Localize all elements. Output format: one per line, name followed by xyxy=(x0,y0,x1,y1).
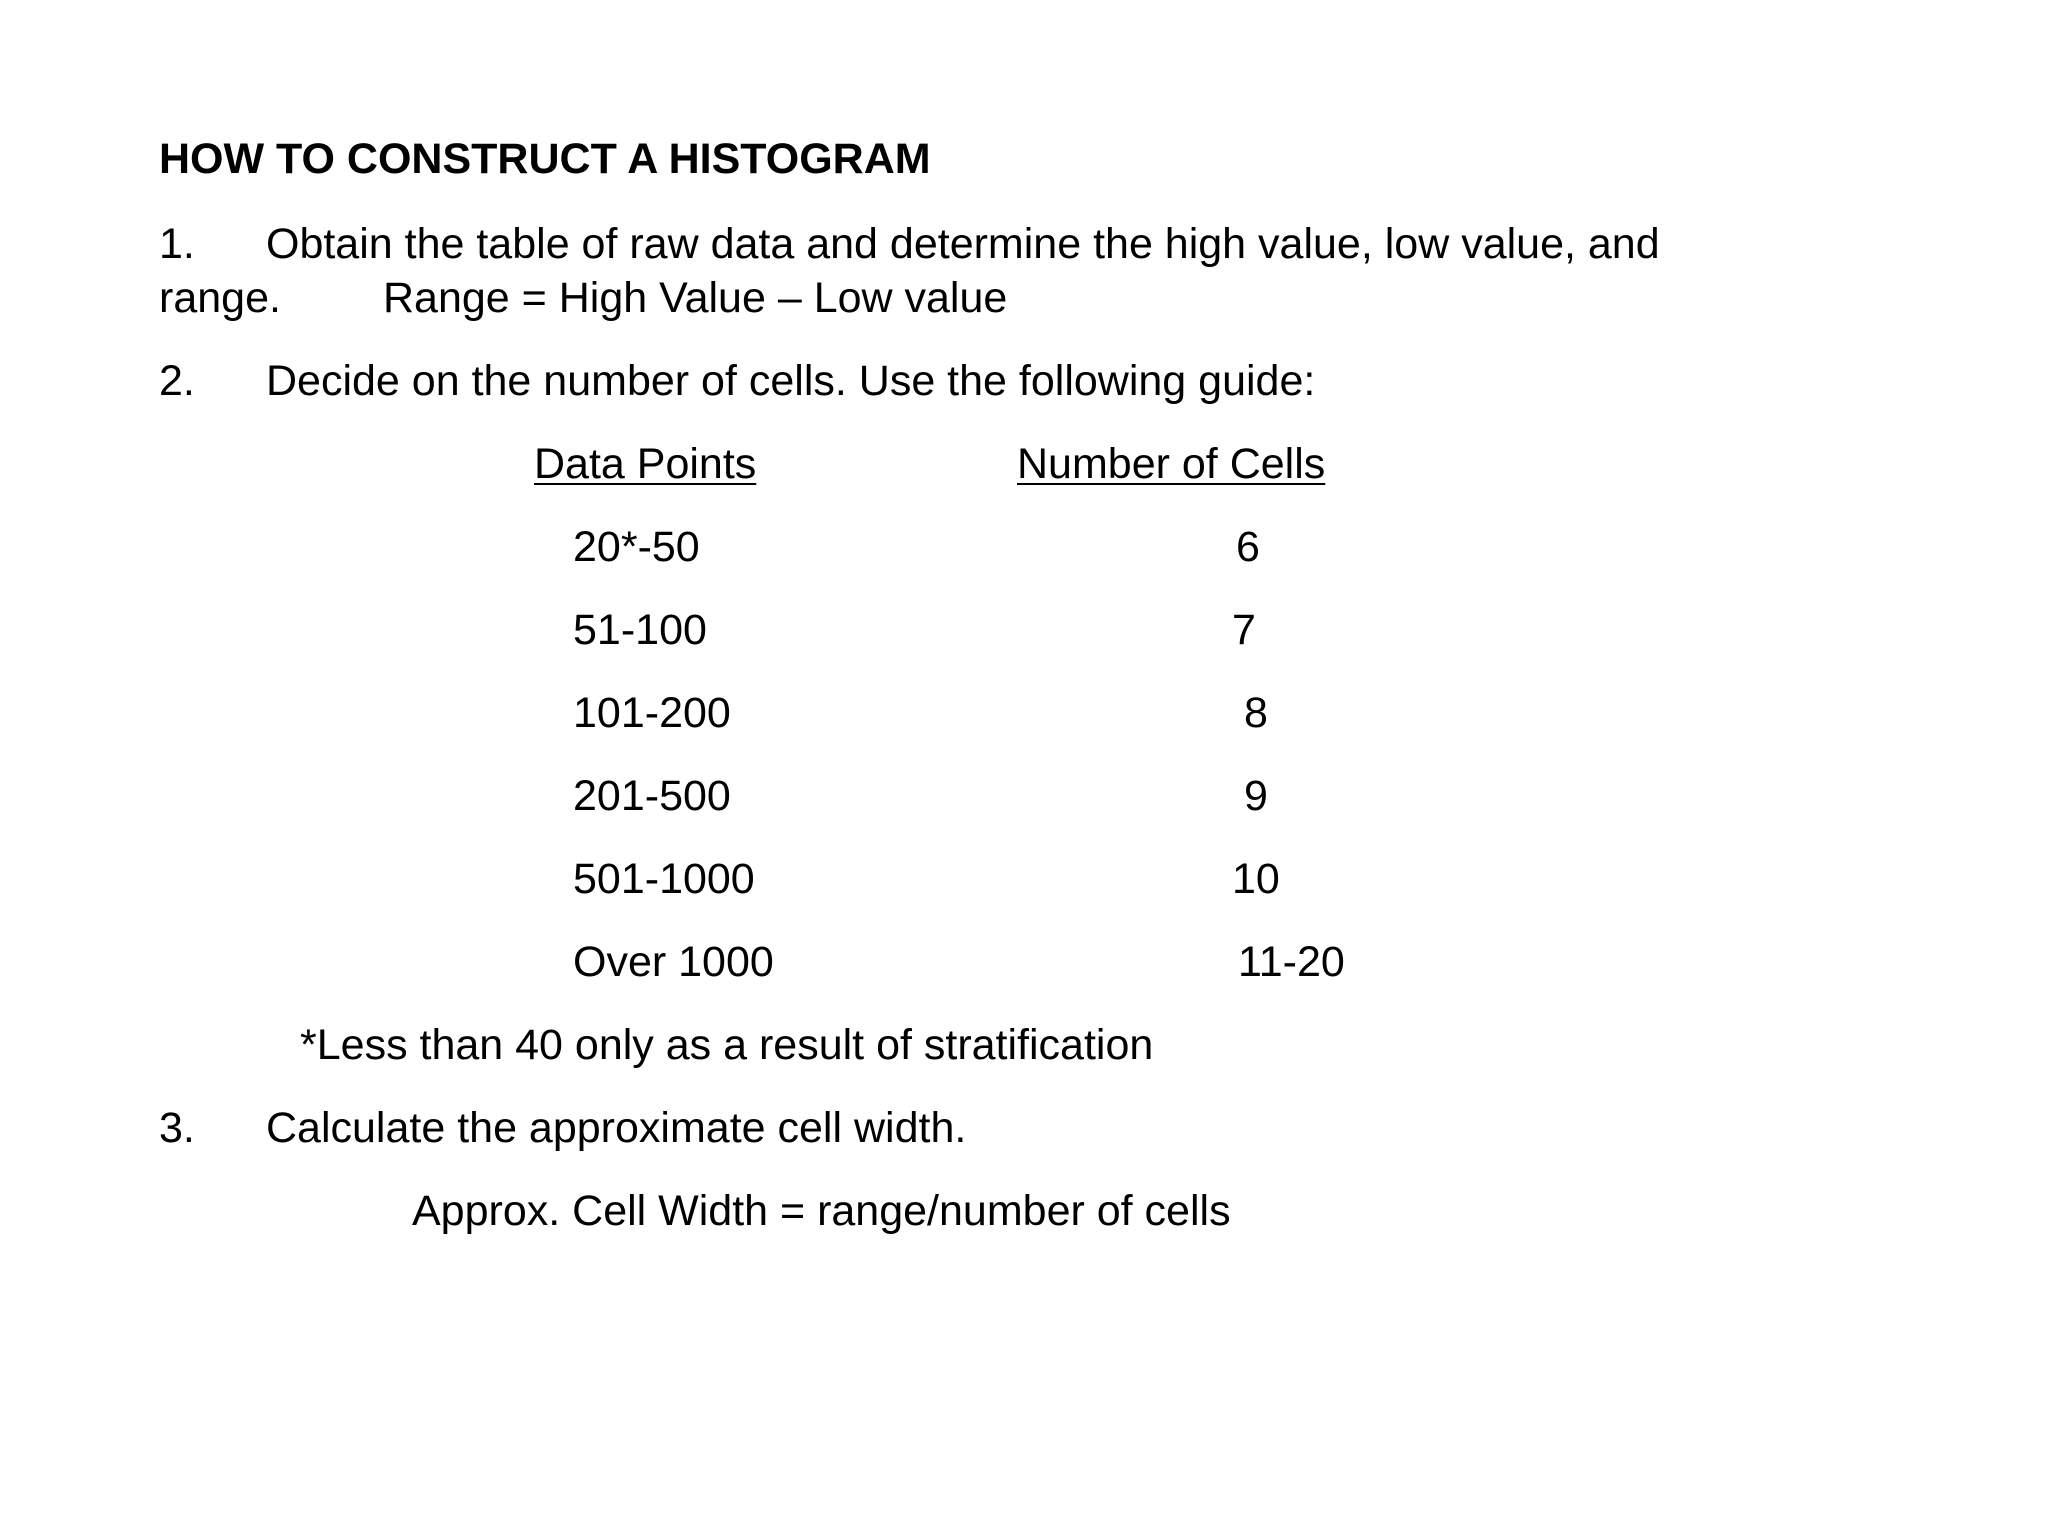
cell-width-formula: Approx. Cell Width = range/number of cells xyxy=(412,1187,1231,1235)
table-cell-number-of-cells: 11-20 xyxy=(1238,938,1345,986)
table-cell-number-of-cells: 8 xyxy=(1244,689,1268,737)
page-title: HOW TO CONSTRUCT A HISTOGRAM xyxy=(159,135,931,183)
table-cell-data-points: Over 1000 xyxy=(573,938,774,986)
step-1-text-line-2a: range. xyxy=(159,274,281,322)
table-cell-number-of-cells: 7 xyxy=(1232,606,1256,654)
step-3-number: 3. xyxy=(159,1104,195,1152)
table-cell-data-points: 201-500 xyxy=(573,772,731,820)
table-header-number-of-cells: Number of Cells xyxy=(1017,440,1326,488)
table-cell-data-points: 51-100 xyxy=(573,606,707,654)
table-cell-number-of-cells: 10 xyxy=(1232,855,1280,903)
step-1-text-line-1: Obtain the table of raw data and determine the high value, low value, and xyxy=(266,220,1660,268)
table-cell-data-points: 20*-50 xyxy=(573,523,700,571)
range-formula: Range = High Value – Low value xyxy=(383,274,1008,322)
table-footnote: *Less than 40 only as a result of stratification xyxy=(300,1021,1154,1069)
step-3-text: Calculate the approximate cell width. xyxy=(266,1104,967,1152)
table-cell-number-of-cells: 6 xyxy=(1236,523,1260,571)
table-cell-data-points: 101-200 xyxy=(573,689,731,737)
step-1-number: 1. xyxy=(159,220,195,268)
step-2-number: 2. xyxy=(159,357,195,405)
step-2-text: Decide on the number of cells. Use the following guide: xyxy=(266,357,1316,405)
table-cell-number-of-cells: 9 xyxy=(1244,772,1268,820)
table-header-data-points: Data Points xyxy=(534,440,757,488)
table-cell-data-points: 501-1000 xyxy=(573,855,755,903)
